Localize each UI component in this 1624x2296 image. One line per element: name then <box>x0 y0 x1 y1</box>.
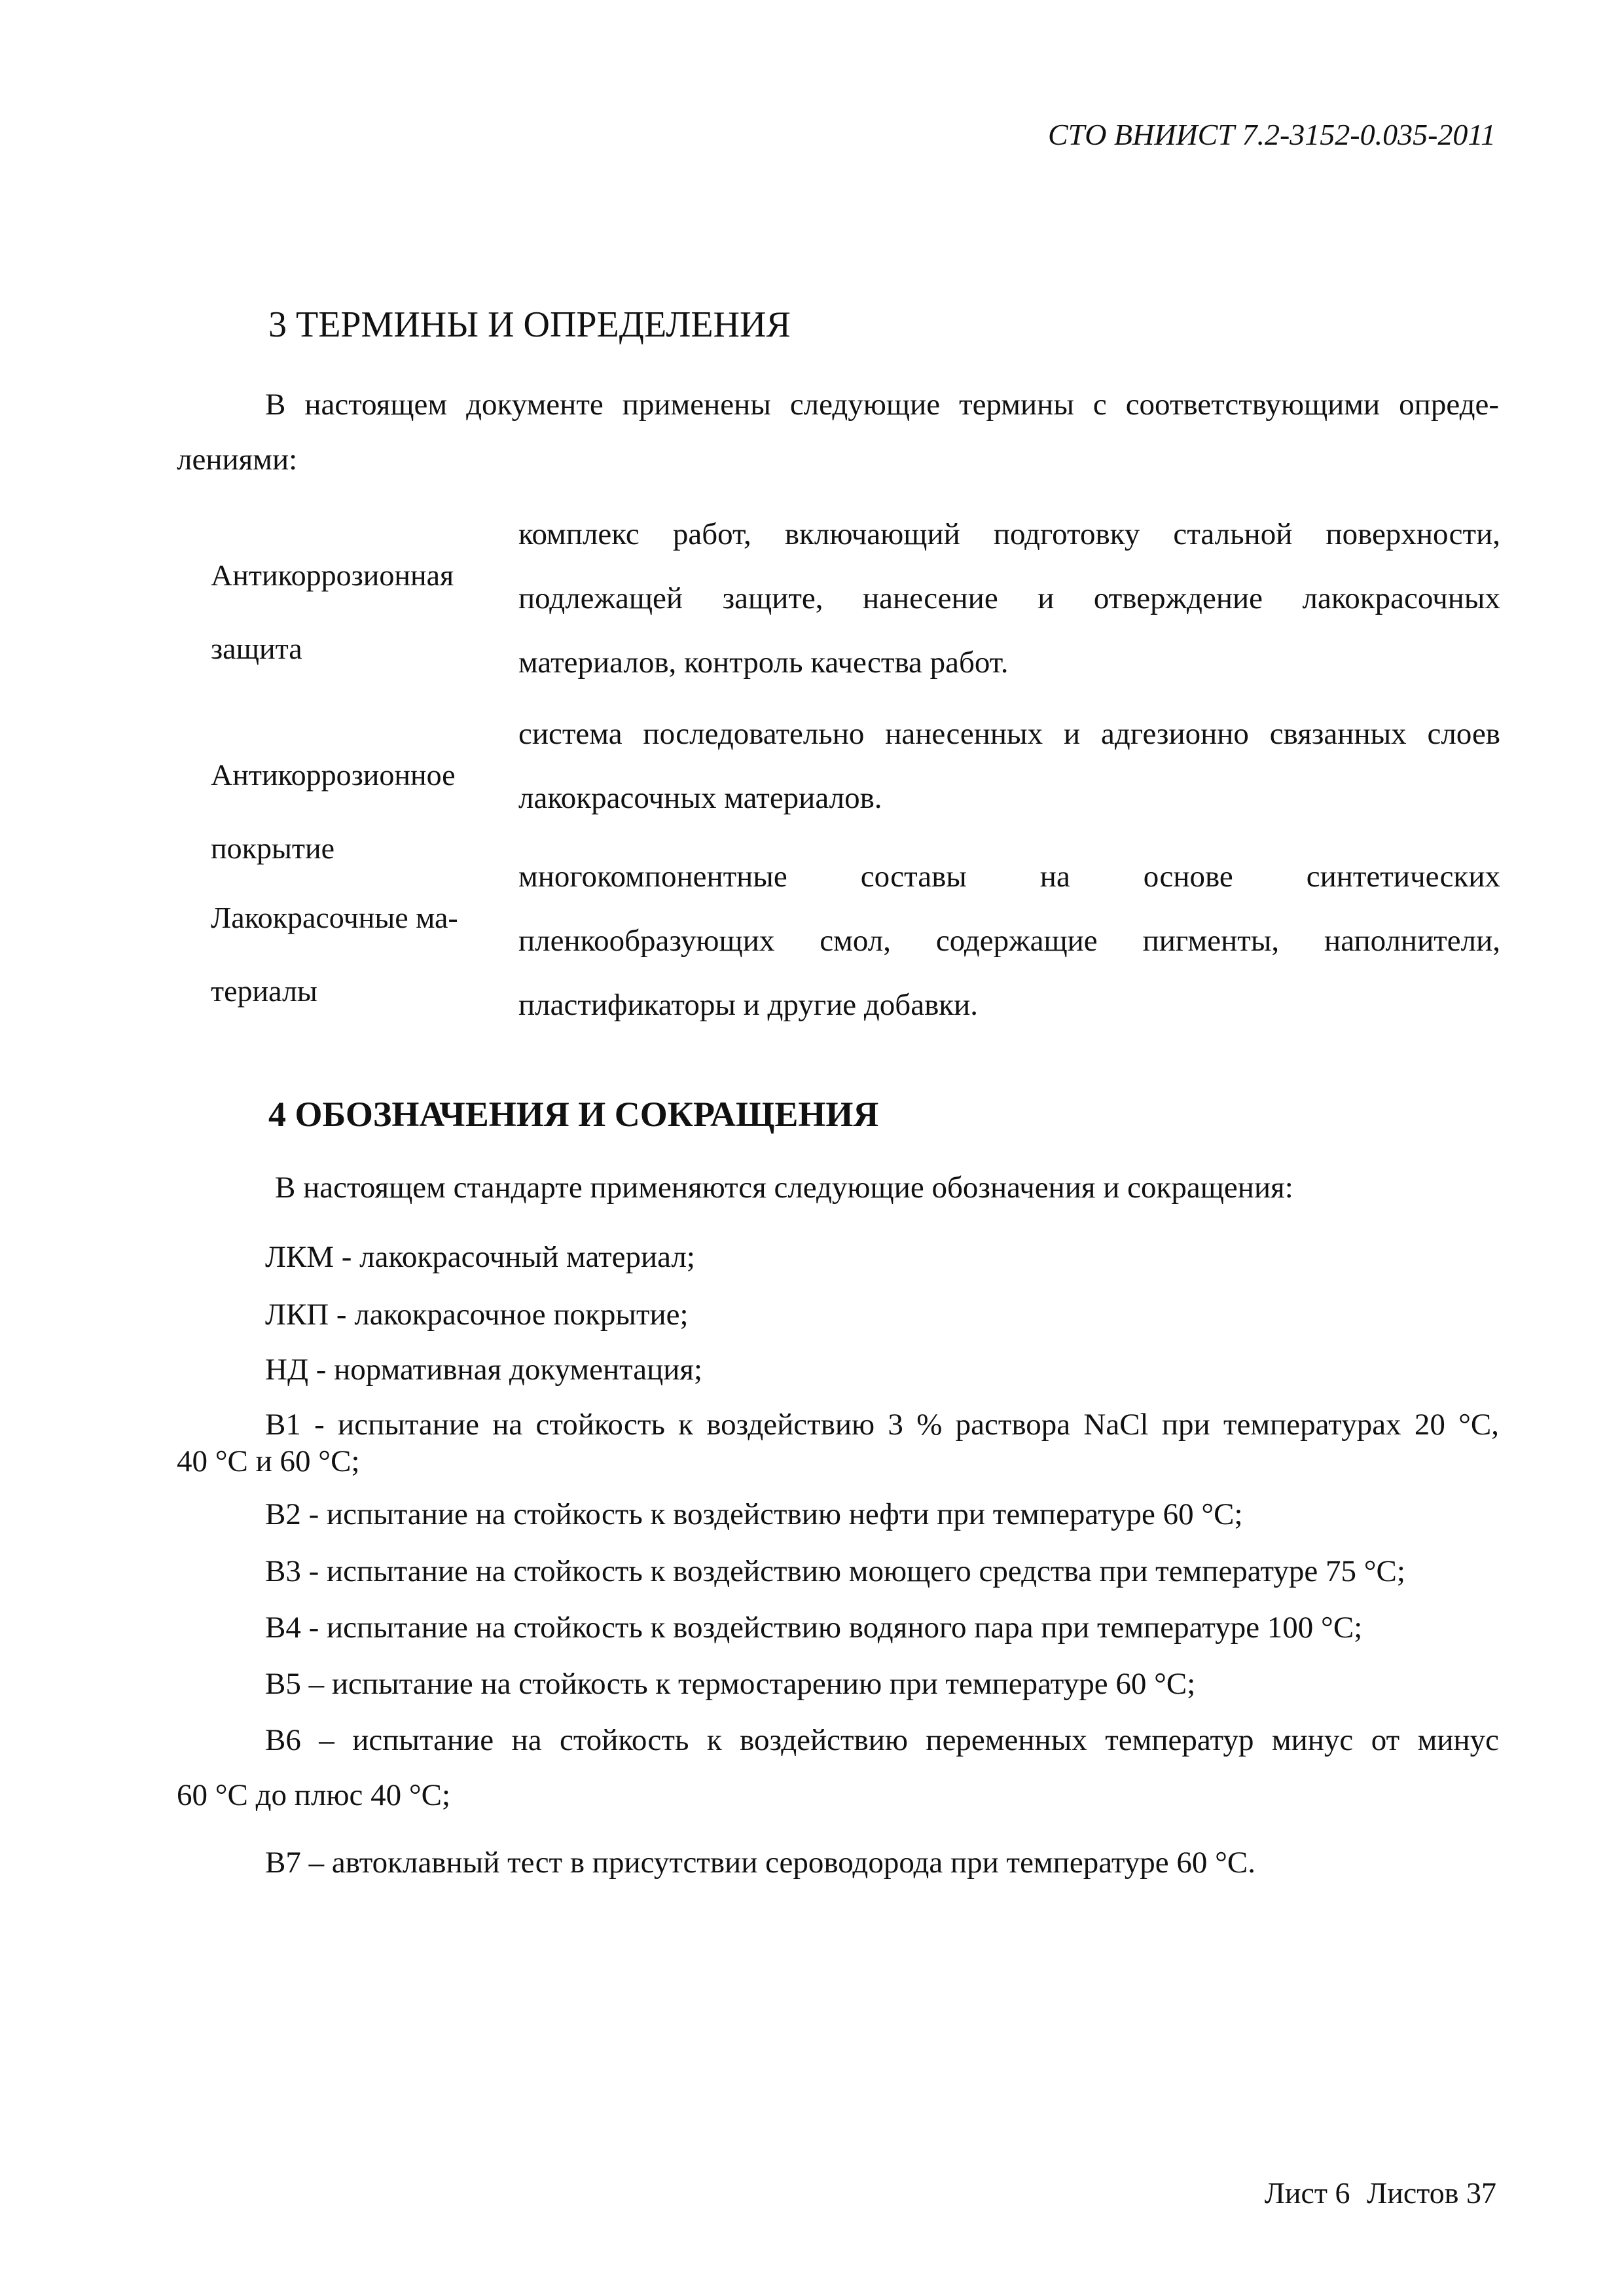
term-name-line: Лакокрасочные ма- <box>211 901 458 934</box>
section-4-title: 4 ОБОЗНАЧЕНИЯ И СОКРАЩЕНИЯ <box>268 1095 879 1134</box>
page-footer <box>1265 2175 1496 2211</box>
abbreviation-text: ЛКМ - лакокрасочный материал; <box>265 1240 695 1274</box>
sheets-total: Листов 37 <box>1367 2176 1496 2210</box>
abbreviation-text-line-1: В1 - испытание на стойкость к воздействию 3 % раствора NaCl при температурах 20 °С, <box>265 1408 1499 1442</box>
intro-line-1: В настоящем документе применены следующие термины с соответствующими опреде- <box>265 388 1499 422</box>
abbreviation-item <box>177 1609 1499 1646</box>
abbreviation-item <box>177 1844 1499 1881</box>
section-3-title: 3 ТЕРМИНЫ И ОПРЕДЕЛЕНИЯ <box>268 304 791 345</box>
term-name-line: Антикоррозионное <box>211 758 456 792</box>
abbreviation-item <box>177 1351 1499 1388</box>
abbreviation-text: В4 - испытание на стойкость к воздействию водяного пара при температуре 100 °С; <box>265 1611 1363 1645</box>
term-paint-materials <box>183 860 1500 1033</box>
abbreviation-text: В5 – испытание на стойкость к термостарению при температуре 60 °С; <box>265 1667 1196 1701</box>
abbreviation-item <box>177 1296 1499 1333</box>
term-name-line: териалы <box>211 974 317 1008</box>
abbreviation-item <box>177 1239 1499 1275</box>
abbreviation-item <box>177 1553 1499 1590</box>
term-name-line: покрытие <box>211 831 335 865</box>
section-3-intro <box>177 386 1499 479</box>
abbreviation-text: В3 - испытание на стойкость к воздействию моющего средства при температуре 75 °С; <box>265 1554 1405 1588</box>
section-4-intro: В настоящем стандарте применяются следующие обозначения и сокращения: <box>275 1171 1293 1205</box>
term-name-line: защита <box>211 632 302 665</box>
abbreviation-item <box>177 1406 1499 1480</box>
abbreviation-item <box>177 1496 1499 1533</box>
abbreviation-text: НД - нормативная документация; <box>265 1353 703 1387</box>
abbreviation-text: ЛКП - лакокрасочное покрытие; <box>265 1298 689 1332</box>
abbreviation-text: В2 - испытание на стойкость к воздействию нефти при температуре 60 °С; <box>265 1497 1243 1531</box>
abbreviation-text-line-2: 40 °С и 60 °С; <box>177 1444 360 1479</box>
intro-line-2: лениями: <box>177 443 298 477</box>
abbreviation-item <box>177 1722 1499 1814</box>
term-name-line: Антикоррозионная <box>211 558 454 592</box>
term-definition: многокомпонентные составы на основе синтетических пленкообразующих смол, содержащие пигменты, наполнители, пластификаторы и другие добавки. <box>518 860 1500 1022</box>
abbreviation-text: В7 – автоклавный тест в присутствии сероводорода при температуре 60 °С. <box>265 1846 1256 1880</box>
abbreviation-text-line-1: В6 – испытание на стойкость к воздействию переменных температур минус от минус <box>265 1723 1499 1757</box>
term-definition: система последовательно нанесенных и адгезионно связанных слоев лакокрасочных материалов. <box>518 717 1500 815</box>
document-code: СТО ВНИИСТ 7.2-3152-0.035-2011 <box>1047 118 1496 151</box>
abbreviation-text-line-2: 60 °С до плюс 40 °С; <box>177 1778 451 1813</box>
term-anticorrosion-protection <box>183 517 1500 691</box>
sheet-number: Лист 6 <box>1264 2176 1350 2210</box>
term-definition: комплекс работ, включающий подготовку стальной поверхности, подлежащей защите, нанесение и отверждение лакокрасочных материалов, контроль качества работ. <box>518 517 1500 680</box>
abbreviation-item <box>177 1666 1499 1702</box>
